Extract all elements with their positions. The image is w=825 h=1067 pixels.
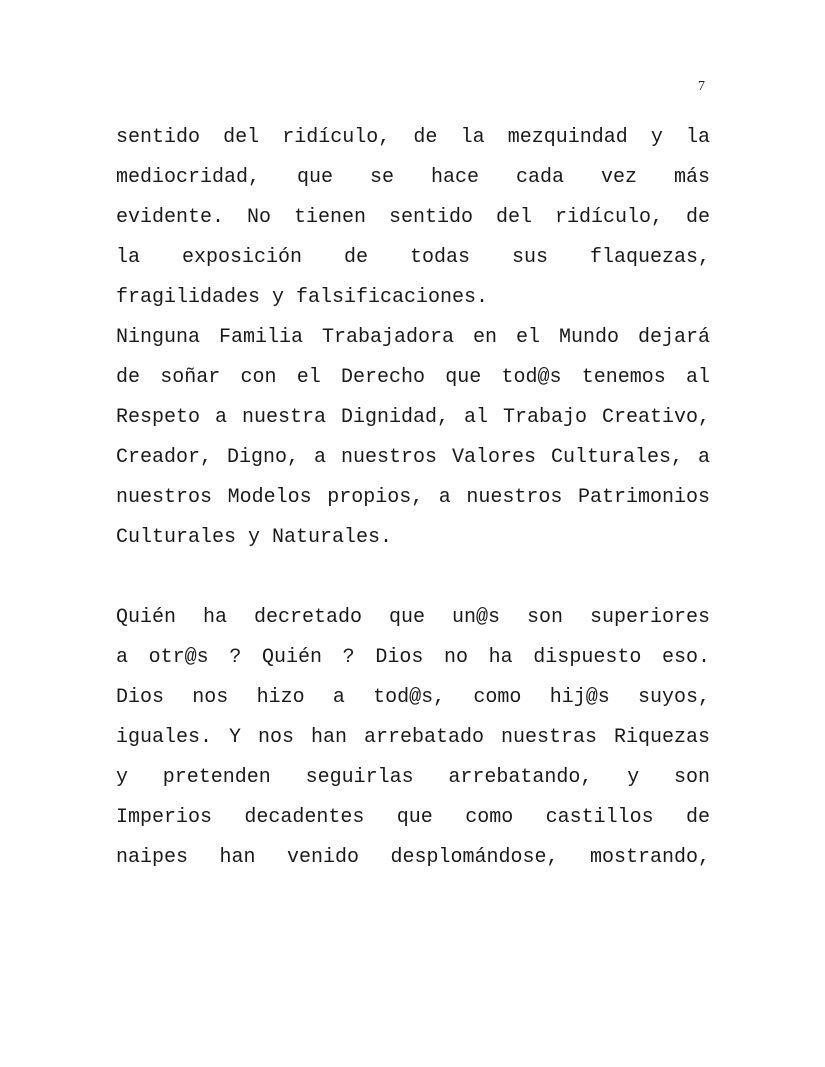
text-line: iguales. Y nos han arrebatado nuestras Riquezas — [116, 726, 710, 749]
text-line: fragilidades y falsificaciones. — [116, 286, 489, 309]
text-line: mediocridad, que se hace cada vez más — [116, 166, 710, 189]
text-line: evidente. No tienen sentido del ridículo, de — [116, 206, 710, 229]
text-line: de soñar con el Derecho que tod@s tenemos al — [116, 366, 710, 389]
text-line: Quién ha decretado que un@s son superiores — [116, 606, 710, 629]
text-line: sentido del ridículo, de la mezquindad y la — [116, 126, 710, 149]
text-line: y pretenden seguirlas arrebatando, y son — [116, 766, 710, 789]
text-line: a otr@s ? Quién ? Dios no ha dispuesto eso. — [116, 646, 710, 669]
text-line: la exposición de todas sus flaquezas, — [116, 246, 710, 269]
page-number: 7 — [698, 79, 705, 94]
text-line: Creador, Digno, a nuestros Valores Culturales, a — [116, 446, 710, 469]
text-line: naipes han venido desplomándose, mostrando, — [116, 846, 710, 869]
text-line: Ninguna Familia Trabajadora en el Mundo dejará — [116, 326, 710, 349]
paragraph-gap — [116, 562, 710, 602]
paragraph-2 — [116, 322, 710, 562]
text-line: Imperios decadentes que como castillos de — [116, 806, 710, 829]
text-line: Culturales y Naturales. — [116, 526, 393, 549]
paragraph-1 — [116, 122, 710, 322]
body-text — [116, 122, 710, 882]
paragraph-3 — [116, 602, 710, 882]
text-line: nuestros Modelos propios, a nuestros Patrimonios — [116, 486, 710, 509]
text-line: Respeto a nuestra Dignidad, al Trabajo Creativo, — [116, 406, 710, 429]
text-line: Dios nos hizo a tod@s, como hij@s suyos, — [116, 686, 710, 709]
